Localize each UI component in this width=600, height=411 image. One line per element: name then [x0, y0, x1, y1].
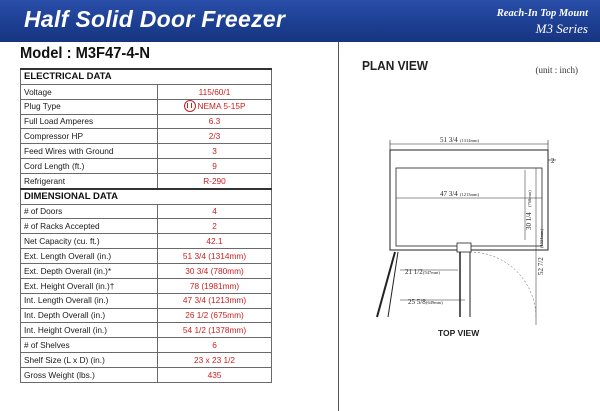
- spec-value: 47 3/4 (1213mm): [158, 293, 272, 308]
- spec-label: Voltage: [21, 84, 158, 99]
- spec-label: Plug Type: [21, 99, 158, 114]
- spec-row: [21, 293, 272, 308]
- spec-row: [21, 99, 272, 114]
- column-divider: [338, 42, 339, 411]
- spec-value: 23 x 23 1/2: [158, 353, 272, 368]
- spec-row: [21, 278, 272, 293]
- spec-label: Net Capacity (cu. ft.): [21, 234, 158, 249]
- spec-row: [21, 263, 272, 278]
- side-gap-label: 2: [551, 157, 555, 165]
- spec-row: [21, 173, 272, 188]
- spec-value: 30 3/4 (780mm): [158, 263, 272, 278]
- spec-table: [20, 68, 272, 383]
- spec-value: 115/60/1: [158, 84, 272, 99]
- top-view-label: TOP VIEW: [438, 328, 480, 338]
- spec-label: # of Racks Accepted: [21, 219, 158, 234]
- spec-row: [21, 84, 272, 99]
- spec-label: Int. Depth Overall (in.): [21, 308, 158, 323]
- spec-value: 6.3: [158, 114, 272, 129]
- depth-b-mm: (649mm): [426, 300, 443, 305]
- plug-type-value: [184, 100, 246, 112]
- cabinet-interior: [396, 168, 542, 246]
- ext-length-mm: (1314mm): [460, 138, 479, 143]
- spec-label: Shelf Size (L x D) (in.): [21, 353, 158, 368]
- spec-row: [21, 249, 272, 264]
- left-door-open: [377, 252, 395, 317]
- spec-row: [21, 338, 272, 353]
- spec-row: [21, 353, 272, 368]
- spec-value: R-290: [158, 173, 272, 188]
- spec-value: 26 1/2 (675mm): [158, 308, 272, 323]
- depth-a-mm: (547mm): [423, 270, 440, 275]
- nema-plug-icon: [184, 100, 196, 112]
- center-hinge: [457, 243, 471, 252]
- spec-label: Full Load Amperes: [21, 114, 158, 129]
- model-number: Model : M3F47-4-N: [20, 45, 151, 62]
- spec-row: [21, 367, 272, 382]
- door-swing-arc: [470, 252, 536, 318]
- spec-row: [21, 219, 272, 234]
- spec-row: [21, 114, 272, 129]
- spec-row: [21, 204, 272, 219]
- spec-row: [21, 159, 272, 174]
- section-title: DIMENSIONAL DATA: [21, 189, 272, 204]
- spec-label: Refrigerant: [21, 173, 158, 188]
- int-depth-mm: (768mm): [527, 190, 532, 207]
- spec-value: [158, 99, 272, 114]
- ext-length-label: 51 3/4: [440, 136, 458, 144]
- spec-row: [21, 129, 272, 144]
- depth-a-label: 21 1/2: [405, 268, 423, 276]
- spec-label: Compressor HP: [21, 129, 158, 144]
- int-depth-label: 30 1/4: [525, 212, 533, 230]
- spec-value: 6: [158, 338, 272, 353]
- spec-value: 78 (1981mm): [158, 278, 272, 293]
- spec-label: Ext. Length Overall (in.): [21, 249, 158, 264]
- section-header: [21, 69, 272, 84]
- spec-label: Int. Height Overall (in.): [21, 323, 158, 338]
- page-title: Half Solid Door Freezer: [24, 6, 286, 32]
- spec-label: # of Shelves: [21, 338, 158, 353]
- spec-value: 42.1: [158, 234, 272, 249]
- spec-value: 9: [158, 159, 272, 174]
- plug-type-text: NEMA 5-15P: [197, 100, 246, 111]
- spec-value: 51 3/4 (1314mm): [158, 249, 272, 264]
- spec-value: 3: [158, 144, 272, 159]
- spec-row: [21, 323, 272, 338]
- ext-depth-label: 52 7/2: [537, 257, 545, 275]
- spec-label: Int. Length Overall (in.): [21, 293, 158, 308]
- section-header: [21, 189, 272, 204]
- spec-label: Ext. Height Overall (in.)†: [21, 278, 158, 293]
- series-name: M3 Series: [535, 21, 588, 36]
- spec-row: [21, 308, 272, 323]
- spec-label: Cord Length (ft.): [21, 159, 158, 174]
- top-view-drawing: [340, 130, 590, 330]
- spec-value: 2: [158, 219, 272, 234]
- spec-label: Gross Weight (lbs.): [21, 367, 158, 382]
- cabinet-outline: [390, 150, 548, 250]
- section-title: ELECTRICAL DATA: [21, 69, 272, 84]
- spec-row: [21, 144, 272, 159]
- spec-label: Ext. Depth Overall (in.)*: [21, 263, 158, 278]
- int-length-label: 47 3/4: [440, 190, 458, 198]
- spec-value: 2/3: [158, 129, 272, 144]
- depth-b-label: 25 5/8: [408, 298, 426, 306]
- spec-label: # of Doors: [21, 204, 158, 219]
- spec-label: Feed Wires with Ground: [21, 144, 158, 159]
- spec-value: 54 1/2 (1378mm): [158, 323, 272, 338]
- plan-view-title: PLAN VIEW: [362, 59, 428, 73]
- unit-note: (unit : inch): [535, 65, 578, 75]
- ext-depth-mm: (1334mm): [539, 229, 544, 248]
- spec-value: 435: [158, 367, 272, 382]
- spec-row: [21, 234, 272, 249]
- series-category: Reach-In Top Mount: [496, 8, 588, 19]
- spec-value: 4: [158, 204, 272, 219]
- int-length-mm: (1213mm): [460, 192, 479, 197]
- header-banner: [0, 0, 600, 42]
